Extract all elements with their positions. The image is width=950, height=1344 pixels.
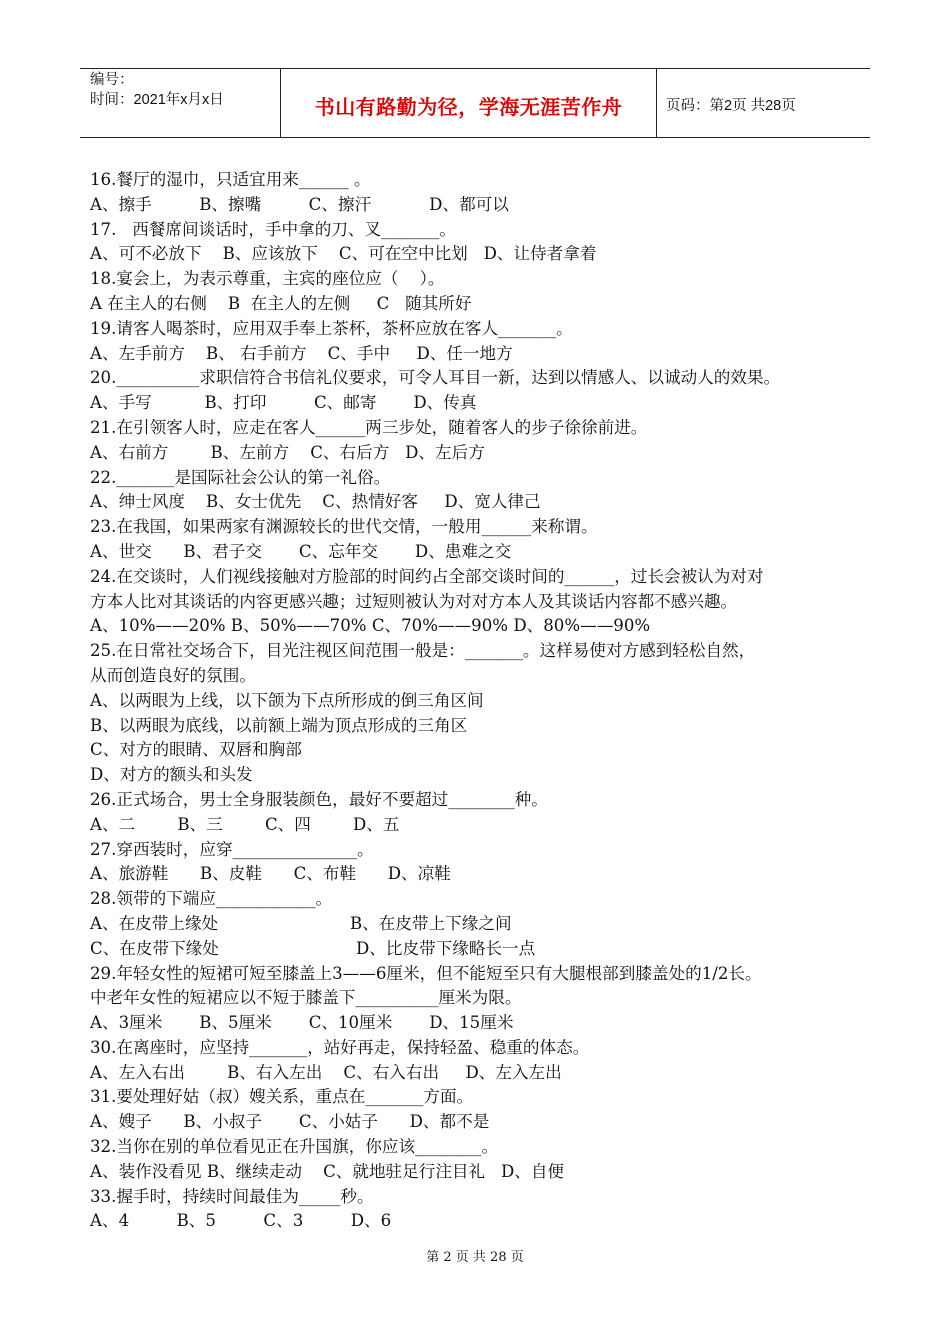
text-line: 23.在我国，如果两家有渊源较长的世代交情，一般用______来称谓。 [90,517,598,537]
document-time-label: 时间：2021年x月x日 [90,92,224,108]
text-line: 19.请客人喝茶时，应用双手奉上茶杯，茶杯应放在客人_______。 [90,318,573,338]
text-line: 中老年女性的短裙应以不短于膝盖下__________厘米为限。 [90,988,522,1008]
page-number-info: 页码：第2页 共28页 [666,98,796,114]
header-meta-cell [80,69,281,137]
text-line: A、在皮带上缘处 B、在皮带上下缘之间 [90,913,512,933]
page-footer: 第 2 页 共 28 页 [426,1250,524,1265]
text-line: 32.当你在别的单位看见正在升国旗，你应该________。 [90,1137,499,1157]
text-line: A、世交 B、君子交 C、忘年交 D、患难之交 [90,541,512,561]
text-line: 28.领带的下端应____________。 [90,889,333,909]
text-line: A、旅游鞋 B、皮鞋 C、布鞋 D、凉鞋 [90,864,451,884]
text-line: A、以两眼为上线，以下颌为下点所形成的倒三角区间 [90,690,484,710]
text-line: A、右前方 B、左前方 C、右后方 D、左后方 [90,442,485,462]
text-line: 方本人比对其谈话的内容更感兴趣；过短则被认为对对方本人及其谈话内容都不感兴趣。 [90,591,738,611]
text-line: D、对方的额头和头发 [90,765,253,785]
header-page-cell [658,69,870,137]
text-line: 24.在交谈时，人们视线接触对方脸部的时间约占全部交谈时间的______，过长会被认为对对 [90,566,764,586]
text-line: 21.在引领客人时，应走在客人______两三步处，随着客人的步子徐徐前进。 [90,417,648,437]
text-line: C、对方的眼睛、双唇和胸部 [90,740,302,760]
document-number-label: 编号： [90,72,134,88]
text-line: 25.在日常社交场合下，目光注视区间范围一般是：_______。这样易使对方感到轻松自然， [90,641,756,661]
text-line: 26.正式场合，男士全身服装颜色，最好不要超过________种。 [90,789,548,809]
text-line: A、3厘米 B、5厘米 C、10厘米 D、15厘米 [90,1013,514,1033]
text-line: A、手写 B、打印 C、邮寄 D、传真 [90,393,477,413]
header-motto-cell [281,69,657,137]
text-line: A、4 B、5 C、3 D、6 [90,1211,392,1231]
text-line: 30.在离座时，应坚持_______，站好再走，保持轻盈、稳重的体态。 [90,1037,590,1057]
text-line: 27.穿西装时，应穿_______________。 [90,839,374,859]
text-line: 17. 西餐席间谈话时，手中拿的刀、叉_______。 [90,219,456,239]
text-line: 33.握手时，持续时间最佳为_____秒。 [90,1186,374,1206]
text-line: A、可不必放下 B、应该放下 C、可在空中比划 D、让侍者拿着 [90,244,597,264]
text-line: A、装作没看见 B、继续走动 C、就地驻足行注目礼 D、自便 [90,1161,565,1181]
text-line: A 在主人的右侧 B 在主人的左侧 C 随其所好 [90,293,472,313]
text-line: A、左入右出 B、右入左出 C、右入右出 D、左入左出 [90,1062,562,1082]
text-line: 16.餐厅的湿巾，只适宜用来______ 。 [90,170,371,189]
text-line: 31.要处理好姑（叔）嫂关系，重点在_______方面。 [90,1087,474,1107]
text-line: C、在皮带下缘处 D、比皮带下缘略长一点 [90,938,536,958]
text-line: A、擦手 B、擦嘴 C、擦汗 D、都可以 [90,194,509,214]
text-line: 22._______是国际社会公认的第一礼俗。 [90,467,391,487]
text-line: 从而创造良好的氛围。 [90,665,256,685]
text-line: 18.宴会上，为表示尊重，主宾的座位应（ ）。 [90,269,445,289]
page-header [80,68,870,138]
text-line: A、绅士风度 B、女士优先 C、热情好客 D、宽人律己 [90,492,541,512]
text-line: A、左手前方 B、 右手前方 C、手中 D、任一地方 [90,343,513,363]
text-line: 20.__________求职信符合书信礼仪要求，可令人耳目一新，达到以情感人、以诚动人的效果。 [90,368,781,388]
text-line: A、二 B、三 C、四 D、五 [90,814,400,834]
question-list [90,168,880,1234]
text-line: A、10%——20% B、50%——70% C、70%——90% D、80%——90% [90,616,651,636]
motto-text: 书山有路勤为径，学海无涯苦作舟 [314,95,623,119]
text-line: A、嫂子 B、小叔子 C、小姑子 D、都不是 [90,1112,490,1132]
text-line: 29.年轻女性的短裙可短至膝盖上3——6厘米，但不能短至只有大腿根部到膝盖处的1/2长。 [90,963,762,983]
text-line: B、以两眼为底线，以前额上端为顶点形成的三角区 [90,715,468,735]
